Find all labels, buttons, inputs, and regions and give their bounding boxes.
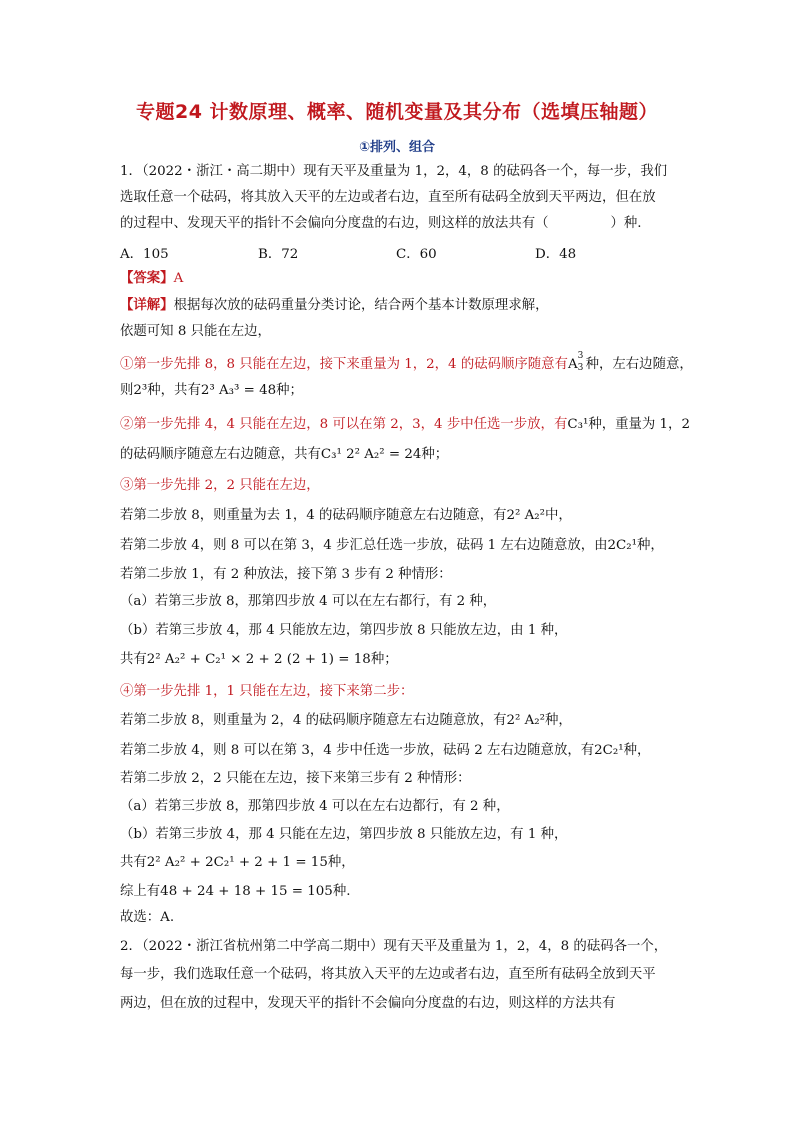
option-c: C．60 bbox=[396, 247, 437, 262]
case-3-text: 种； bbox=[370, 652, 398, 667]
math-formula: A 3 3 bbox=[567, 351, 584, 373]
case-2-text: 种，重量为 1，2 bbox=[588, 417, 690, 432]
solution-line bbox=[120, 382, 303, 400]
case-1-text: 则 bbox=[120, 383, 134, 398]
q1-line-3 bbox=[120, 215, 642, 233]
case-1-text: ①第一步先排 8，8 只能在左边，接下来重量为 1，2，4 的砝码顺序随意有 bbox=[120, 357, 568, 372]
case-4-text: 共有 bbox=[120, 855, 147, 870]
solution-line: （a）若第三步放 8，那第四步放 4 可以在左右边都行，有 2 种， bbox=[120, 799, 510, 814]
case-2-text: 种； bbox=[421, 447, 449, 462]
summary-text: 综上有 bbox=[120, 884, 161, 899]
case-4-text: 若第二步放 8，则重量为 2，4 的砝码顺序随意左右边随意放，有 bbox=[120, 713, 507, 728]
q1-line-3-text: 的过程中、发现天平的指针不会偏向分度盘的右边，则这样的放法共有（ bbox=[120, 216, 549, 231]
q1-line-1: 1．（2022・浙江・高二期中）现有天平及重量为 1，2，4，8 的砝码各一个，每一步，我们 bbox=[120, 164, 668, 179]
math-formula: 2³ bbox=[133, 383, 148, 398]
option-b: B．72 bbox=[258, 247, 299, 262]
case-3-text: 中， bbox=[545, 508, 572, 523]
detail-label: 【详解】 bbox=[120, 297, 174, 313]
detail-line bbox=[120, 296, 549, 315]
math-formula: 2² A₂² bbox=[506, 508, 546, 523]
solution-line bbox=[120, 854, 355, 872]
q2-line-1: 2．（2022・浙江省杭州第二中学高二期中）现有天平及重量为 1，2，4，8 的砝码各一个， bbox=[120, 939, 668, 954]
solution-line: ④第一步先排 1，1 只能在左边，接下来第二步： bbox=[120, 684, 414, 699]
math-formula: C₃¹ 2² A₂² = 24 bbox=[320, 447, 422, 462]
case-4-text: 种， bbox=[623, 743, 651, 758]
case-4-text: 种， bbox=[545, 713, 572, 728]
math-formula: 2² A₂² + 2C₂¹ + 2 + 1 = 15 bbox=[146, 855, 328, 870]
case-3-text: 若第二步放 8，则重量为去 1，4 的砝码顺序随意左右边随意，有 bbox=[120, 508, 507, 523]
case-4-text: 若第二步放 4，则 8 可以在第 3，4 步中任选一步放，砝码 2 左右边随意放，有 bbox=[120, 743, 595, 758]
solution-line bbox=[120, 416, 690, 434]
case-3-text: 若第二步放 4，则 8 可以在第 3，4 步汇总任选一步放，砝码 1 左右边随意放，由 bbox=[120, 538, 608, 553]
case-4-text: 种， bbox=[327, 855, 355, 870]
option-d: D．48 bbox=[535, 247, 577, 262]
solution-line: 若第二步放 2，2 只能在左边，接下来第三步有 2 种情形： bbox=[120, 771, 471, 786]
section-heading: ①排列、组合 bbox=[358, 140, 435, 155]
answer-value: A bbox=[173, 271, 184, 286]
solution-line: （a）若第三步放 8，那第四步放 4 可以在左右都行，有 2 种， bbox=[120, 594, 497, 609]
case-3-text: 种， bbox=[637, 538, 664, 553]
solution-line bbox=[120, 742, 650, 760]
q2-line-2: 每一步，我们选取任意一个砝码，将其放入天平的左边或者右边，直至所有砝码全放到天平 bbox=[120, 967, 656, 982]
case-1-text: 种； bbox=[276, 383, 303, 398]
solution-line bbox=[120, 537, 664, 555]
math-formula: C₃¹ bbox=[567, 417, 589, 432]
solution-line: 若第二步放 1，有 2 种放法，接下第 3 步有 2 种情形： bbox=[120, 567, 452, 582]
math-formula: 2² A₂² bbox=[506, 713, 546, 728]
solution-line bbox=[120, 651, 398, 669]
solution-line bbox=[120, 351, 693, 374]
solution-line bbox=[120, 446, 448, 464]
case-3-text: 共有 bbox=[120, 652, 147, 667]
solution-line bbox=[120, 883, 350, 901]
page-title: 专题24 计数原理、概率、随机变量及其分布（选填压轴题） bbox=[135, 101, 659, 123]
summary-text: 种. bbox=[332, 884, 351, 899]
math-formula: 48 + 24 + 18 + 15 = 105 bbox=[160, 884, 333, 899]
math-formula: 2C₂¹ bbox=[594, 743, 624, 758]
math-formula: 2³ A₃³ = 48 bbox=[200, 383, 277, 398]
solution-line bbox=[120, 712, 572, 730]
solution-line bbox=[120, 507, 572, 525]
math-formula: 2C₂¹ bbox=[607, 538, 638, 553]
math-formula: 2² A₂² + C₂¹ × 2 + 2 (2 + 1) = 18 bbox=[146, 652, 371, 667]
case-2-text: ②第一步先排 4，4 只能在左边，8 可以在第 2，3，4 步中任选一步放，有 bbox=[120, 417, 568, 432]
solution-line: ③第一步先排 2，2 只能在左边， bbox=[120, 478, 320, 493]
case-1-text: 种，左右边随意， bbox=[585, 357, 693, 372]
q2-line-3: 两边，但在放的过程中，发现天平的指针不会偏向分度盘的右边，则这样的方法共有 bbox=[120, 996, 616, 1011]
detail-intro: 根据每次放的砝码重量分类讨论，结合两个基本计数原理求解， bbox=[173, 298, 549, 313]
answer-line bbox=[120, 269, 183, 288]
case-1-text: 种，共有 bbox=[147, 383, 201, 398]
case-2-text: 的砝码顺序随意左右边随意，共有 bbox=[120, 447, 321, 462]
q1-line-3-tail: ）种. bbox=[610, 216, 642, 231]
solution-line: （b）若第三步放 4，那 4 只能放左边，第四步放 8 只能放左边，由 1 种， bbox=[120, 623, 568, 638]
solution-line: （b）若第三步放 4，那 4 只能在左边，第四步放 8 只能放左边，有 1 种， bbox=[120, 827, 568, 842]
answer-label: 【答案】 bbox=[120, 270, 174, 286]
option-a: A．105 bbox=[120, 247, 169, 262]
q1-line-2: 选取任意一个砝码，将其放入天平的左边或者右边，直至所有砝码全放到天平两边，但在放 bbox=[120, 190, 656, 205]
solution-line: 故选：A. bbox=[120, 910, 175, 925]
solution-line: 依题可知 8 只能在左边， bbox=[120, 324, 271, 339]
